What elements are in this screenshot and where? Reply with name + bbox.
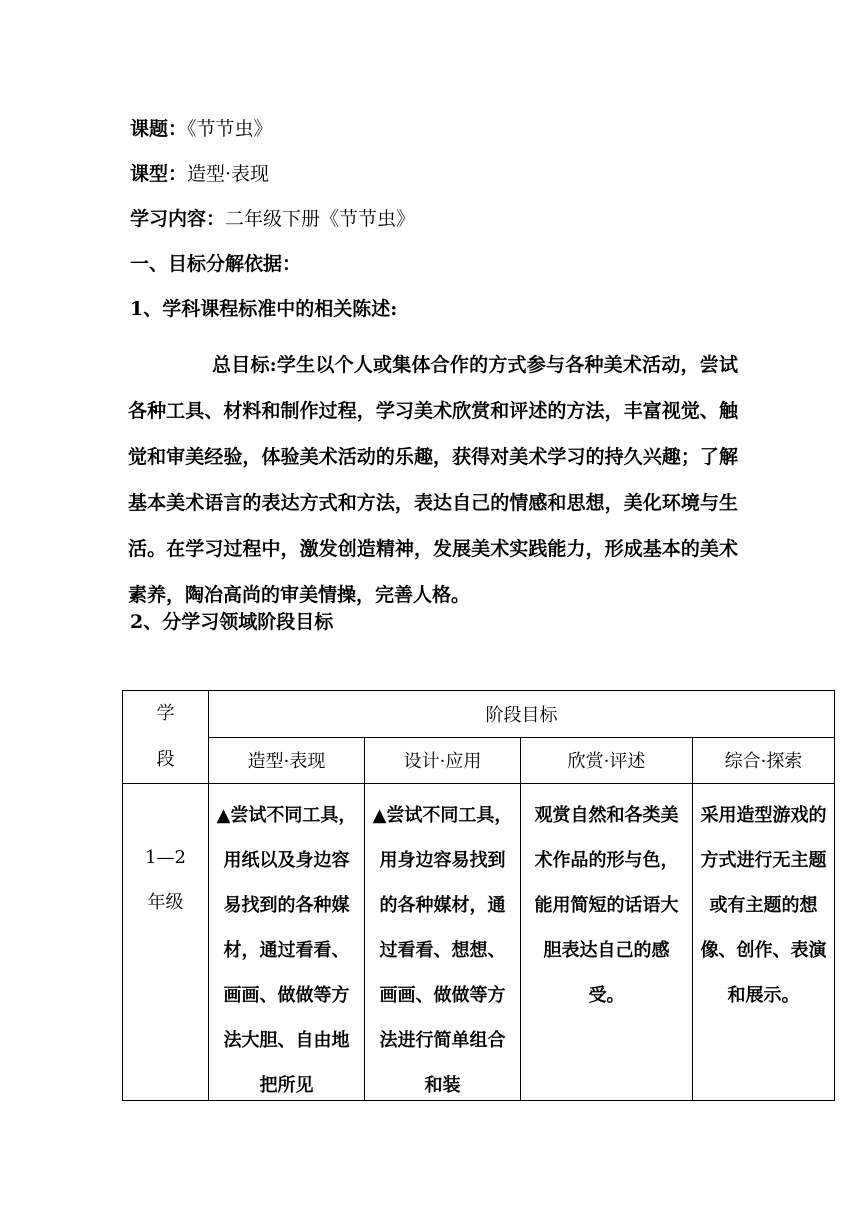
- cell-exploration-text: 采用造型游戏的方式进行无主题或有主题的想像、创作、表演和展示。: [700, 805, 827, 1006]
- grade-cell: [123, 784, 209, 1101]
- column-header-appreciation: 欣赏·评述: [521, 737, 693, 784]
- subsection-heading-2: 2、分学习领域阶段目标: [130, 611, 334, 633]
- subsection-heading-1: 1、学科课程标准中的相关陈述:: [130, 298, 398, 320]
- lesson-title-label: 课题：: [130, 118, 188, 140]
- cell-modeling: [209, 784, 365, 1101]
- stage-header-cell: [123, 691, 209, 784]
- lesson-content-value: 二年级下册《节节虫》: [225, 208, 416, 230]
- column-header-modeling: 造型·表现: [209, 737, 365, 784]
- cell-exploration: [693, 784, 835, 1101]
- cell-design-text: ▲尝试不同工具，用身边容易找到的各种媒材，通过看看、想想、画画、做做等方法进行简单组合和装: [372, 805, 513, 1096]
- cell-modeling-text: ▲尝试不同工具，用纸以及身边容易找到的各种媒材，通过看看、画画、做做等方法大胆、自由地把所见: [216, 805, 357, 1096]
- lesson-type-value: 造型·表现: [187, 163, 270, 185]
- goal-header-cell: 阶段目标: [209, 691, 835, 738]
- grade-line2: 年级: [147, 892, 184, 913]
- lesson-type-label: 课型：: [130, 163, 188, 185]
- cell-appreciation: [521, 784, 693, 1101]
- lesson-title-value: 《节节虫》: [187, 118, 273, 140]
- lesson-content: [130, 207, 415, 231]
- section-heading: 一、目标分解依据：: [130, 253, 302, 275]
- cell-appreciation-text: 观赏自然和各类美术作品的形与色，能用简短的话语大胆表达自己的感受。: [534, 805, 679, 1006]
- grade-line1: 1—2: [145, 847, 186, 868]
- stage-goals-table: [122, 690, 835, 1101]
- lesson-content-label: 学习内容：: [130, 208, 226, 230]
- column-header-design: 设计·应用: [365, 737, 521, 784]
- stage-header-line1: 学: [156, 703, 175, 724]
- cell-design: [365, 784, 521, 1101]
- lesson-type: [130, 162, 269, 186]
- column-header-exploration: 综合·探索: [693, 737, 835, 784]
- overall-goal-paragraph: 总目标:学生以个人或集体合作的方式参与各种美术活动，尝试各种工具、材料和制作过程，学习美术欣赏和评述的方法，丰富视觉、触觉和审美经验，体验美术活动的乐趣，获得对美术学习的持久兴趣；了解基本美术语言的表达方式和方法，表达自己的情感和思想，美化环境与生活。在学习过程中，激发创造精神，发展美术实践能力，形成基本的美术素养，陶冶高尚的审美情操，完善人格。: [128, 354, 738, 606]
- stage-header-line2: 段: [156, 749, 175, 770]
- lesson-title: [130, 117, 273, 141]
